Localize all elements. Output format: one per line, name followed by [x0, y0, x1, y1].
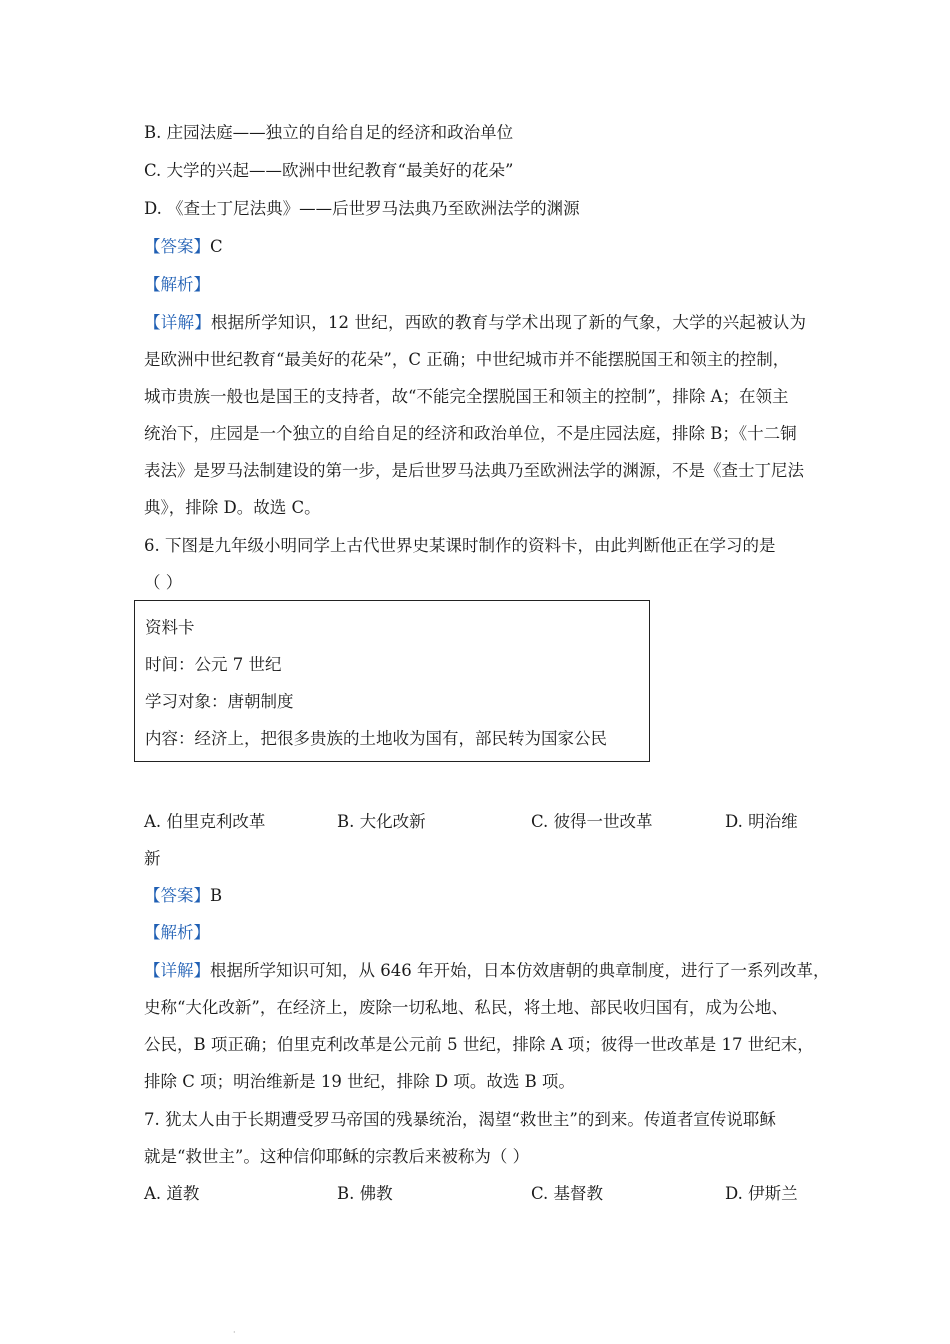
q7-option-c: C. 基督教	[531, 1184, 604, 1203]
q6-option-a: A. 伯里克利改革	[144, 812, 266, 831]
q6-detail-line-4: 排除 C 项；明治维新是 19 世纪，排除 D 项。故选 B 项。	[144, 1072, 575, 1091]
q5-detail-line-5: 表法》是罗马法制建设的第一步，是后世罗马法典乃至欧洲法学的渊源，不是《查士丁尼法	[144, 461, 804, 480]
answer-tag: 【答案】	[144, 237, 210, 256]
q5-option-c: C. 大学的兴起——欧洲中世纪教育“最美好的花朵”	[144, 161, 514, 180]
q7-option-a: A. 道教	[144, 1184, 200, 1203]
q6-stem-line-2: （ ）	[144, 573, 183, 592]
answer-value: B	[210, 886, 223, 905]
footer-mark: ·	[233, 1328, 236, 1337]
card-subject: 学习对象：唐朝制度	[145, 692, 294, 711]
q6-detail-line-1	[144, 960, 829, 982]
q6-option-d-cont: 新	[144, 849, 161, 868]
q6-analysis-tag: 【解析】	[144, 923, 210, 942]
info-card	[134, 600, 650, 762]
q5-answer	[144, 236, 223, 258]
q7-stem-line-1: 7. 犹太人由于长期遭受罗马帝国的残暴统治，渴望“救世主”的到来。传道者宣传说耶稣	[144, 1110, 776, 1129]
q5-option-d: D. 《查士丁尼法典》——后世罗马法典乃至欧洲法学的渊源	[144, 199, 580, 218]
detail-text: 根据所学知识，12 世纪，西欧的教育与学术出现了新的气象，大学的兴起被认为	[210, 313, 806, 332]
detail-tag: 【详解】	[144, 313, 211, 332]
card-content: 内容：经济上，把很多贵族的土地收为国有，部民转为国家公民	[145, 729, 607, 748]
card-time: 时间：公元 7 世纪	[145, 655, 282, 674]
detail-tag: 【详解】	[144, 961, 210, 980]
q7-option-b: B. 佛教	[337, 1184, 393, 1203]
q5-detail-line-3: 城市贵族一般也是国王的支持者，故“不能完全摆脱国王和领主的控制”，排除 A；在领主	[144, 387, 789, 406]
detail-text: 根据所学知识可知，从 646 年开始，日本仿效唐朝的典章制度，进行了一系列改革，	[210, 961, 830, 980]
q6-detail-line-2: 史称“大化改新”，在经济上，废除一切私地、私民，将土地、部民收归国有，成为公地、	[144, 998, 788, 1017]
q5-analysis-tag: 【解析】	[144, 275, 210, 294]
q7-option-d: D. 伊斯兰	[725, 1184, 798, 1203]
q5-option-b: B. 庄园法庭——独立的自给自足的经济和政治单位	[144, 123, 514, 142]
q5-detail-line-4: 统治下，庄园是一个独立的自给自足的经济和政治单位，不是庄园法庭，排除 B；《十二铜	[144, 424, 797, 443]
q5-detail-line-1	[144, 312, 806, 334]
q6-option-d: D. 明治维	[725, 812, 798, 831]
q6-option-b: B. 大化改新	[337, 812, 426, 831]
q5-detail-line-2: 是欧洲中世纪教育“最美好的花朵”，C 正确；中世纪城市并不能摆脱国王和领主的控制，	[144, 350, 790, 369]
q5-detail-line-6: 典》，排除 D。故选 C。	[144, 498, 321, 517]
card-title: 资料卡	[145, 618, 195, 637]
q6-detail-line-3: 公民，B 项正确；伯里克利改革是公元前 5 世纪，排除 A 项；彼得一世改革是 17 世纪末，	[144, 1035, 814, 1054]
answer-value: C	[210, 237, 223, 256]
q6-stem-line-1: 6. 下图是九年级小明同学上古代世界史某课时制作的资料卡，由此判断他正在学习的是	[144, 536, 776, 555]
answer-tag: 【答案】	[144, 886, 210, 905]
q7-stem-line-2: 就是“救世主”。这种信仰耶稣的宗教后来被称为（ ）	[144, 1147, 530, 1166]
q6-option-c: C. 彼得一世改革	[531, 812, 653, 831]
q6-answer	[144, 885, 222, 907]
